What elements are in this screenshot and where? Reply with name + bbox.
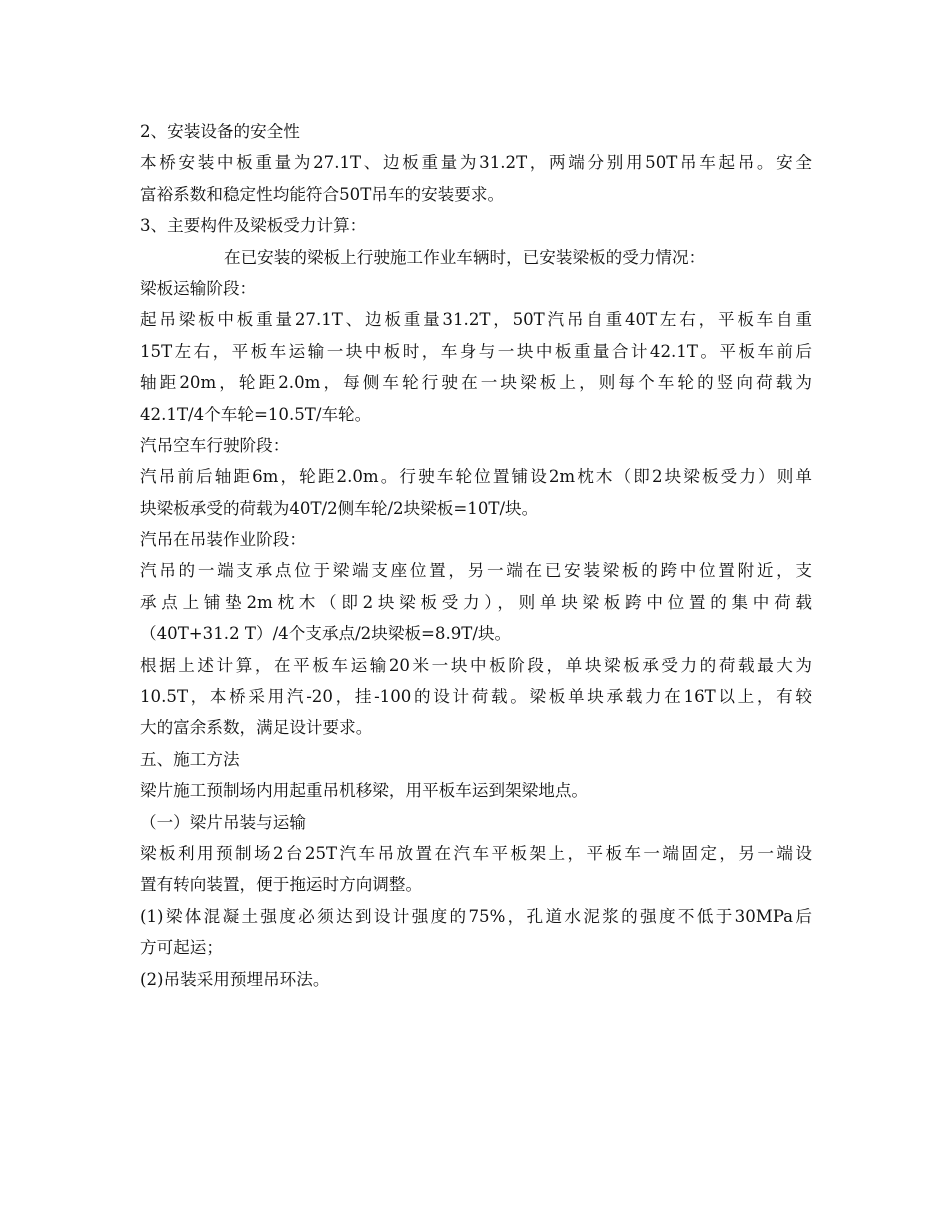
paragraph-line: 置有转向装置，便于拖运时方向调整。 — [140, 875, 423, 895]
paragraph-line: 梁板利用预制场2台25T汽车吊放置在汽车平板架上，平板车一端固定，另一端设 — [140, 843, 812, 863]
paragraph-line: 汽吊前后轴距6m，轮距2.0m。行驶车轮位置铺设2m枕木（即2块梁板受力）则单 — [140, 467, 812, 487]
paragraph-line: 起吊梁板中板重量27.1T、边板重量31.2T，50T汽吊自重40T左右，平板车自重 — [140, 310, 812, 330]
section-heading-equipment-safety: 2、安装设备的安全性 — [140, 122, 300, 141]
section-heading-construction-method: 五、施工方法 — [140, 749, 240, 769]
paragraph-line: 大的富余系数，满足设计要求。 — [140, 718, 373, 738]
paragraph-line: 富裕系数和稳定性均能符合50T吊车的安装要求。 — [140, 184, 505, 204]
paragraph-line: 15T左右，平板车运输一块中板时，车身与一块中板重量合计42.1T。平板车前后 — [140, 341, 812, 361]
subheading-transport-stage: 梁板运输阶段： — [140, 278, 257, 298]
subheading-lifting-stage: 汽吊在吊装作业阶段： — [140, 530, 306, 550]
paragraph-line: 根据上述计算，在平板车运输20米一块中板阶段，单块梁板承受力的荷载最大为 — [140, 655, 812, 675]
paragraph-line: 10.5T，本桥采用汽-20，挂-100的设计荷载。梁板单块承载力在16T以上，有较 — [140, 687, 812, 707]
paragraph-line: 轴距20m，轮距2.0m，每侧车轮行驶在一块梁板上，则每个车轮的竖向荷载为 — [140, 373, 812, 393]
list-item-2: (2)吊装采用预埋吊环法。 — [140, 969, 330, 989]
paragraph-line: 块梁板承受的荷载为40T/2侧车轮/2块梁板=10T/块。 — [140, 498, 539, 518]
paragraph-line: 42.1T/4个车轮=10.5T/车轮。 — [140, 404, 372, 424]
paragraph-line: 本桥安装中板重量为27.1T、边板重量为31.2T，两端分别用50T吊车起吊。安全 — [140, 153, 812, 173]
paragraph-line: 梁片施工预制场内用起重吊机移梁，用平板车运到架梁地点。 — [140, 781, 589, 801]
document-body — [140, 116, 812, 995]
paragraph-line: 承点上铺垫2m枕木（即2块梁板受力），则单块梁板跨中位置的集中荷载 — [140, 592, 812, 612]
paragraph-line: 汽吊的一端支承点位于梁端支座位置，另一端在已安装梁板的跨中位置附近，支 — [140, 561, 812, 581]
paragraph-line-indented: 在已安装的梁板上行驶施工作业车辆时，已安装梁板的受力情况： — [224, 247, 706, 267]
paragraph-line: （40T+31.2 T）/4个支承点/2块梁板=8.9T/块。 — [140, 624, 512, 644]
subheading-hoisting-transport: （一）梁片吊装与运输 — [140, 812, 306, 832]
subheading-empty-crane-stage: 汽吊空车行驶阶段： — [140, 435, 290, 455]
paragraph-line: 方可起运； — [140, 938, 223, 958]
list-item-1: (1)梁体混凝土强度必须达到设计强度的75%，孔道水泥浆的强度不低于30MPa后 — [140, 906, 812, 926]
section-heading-load-calculation: 3、主要构件及梁板受力计算： — [140, 216, 367, 236]
